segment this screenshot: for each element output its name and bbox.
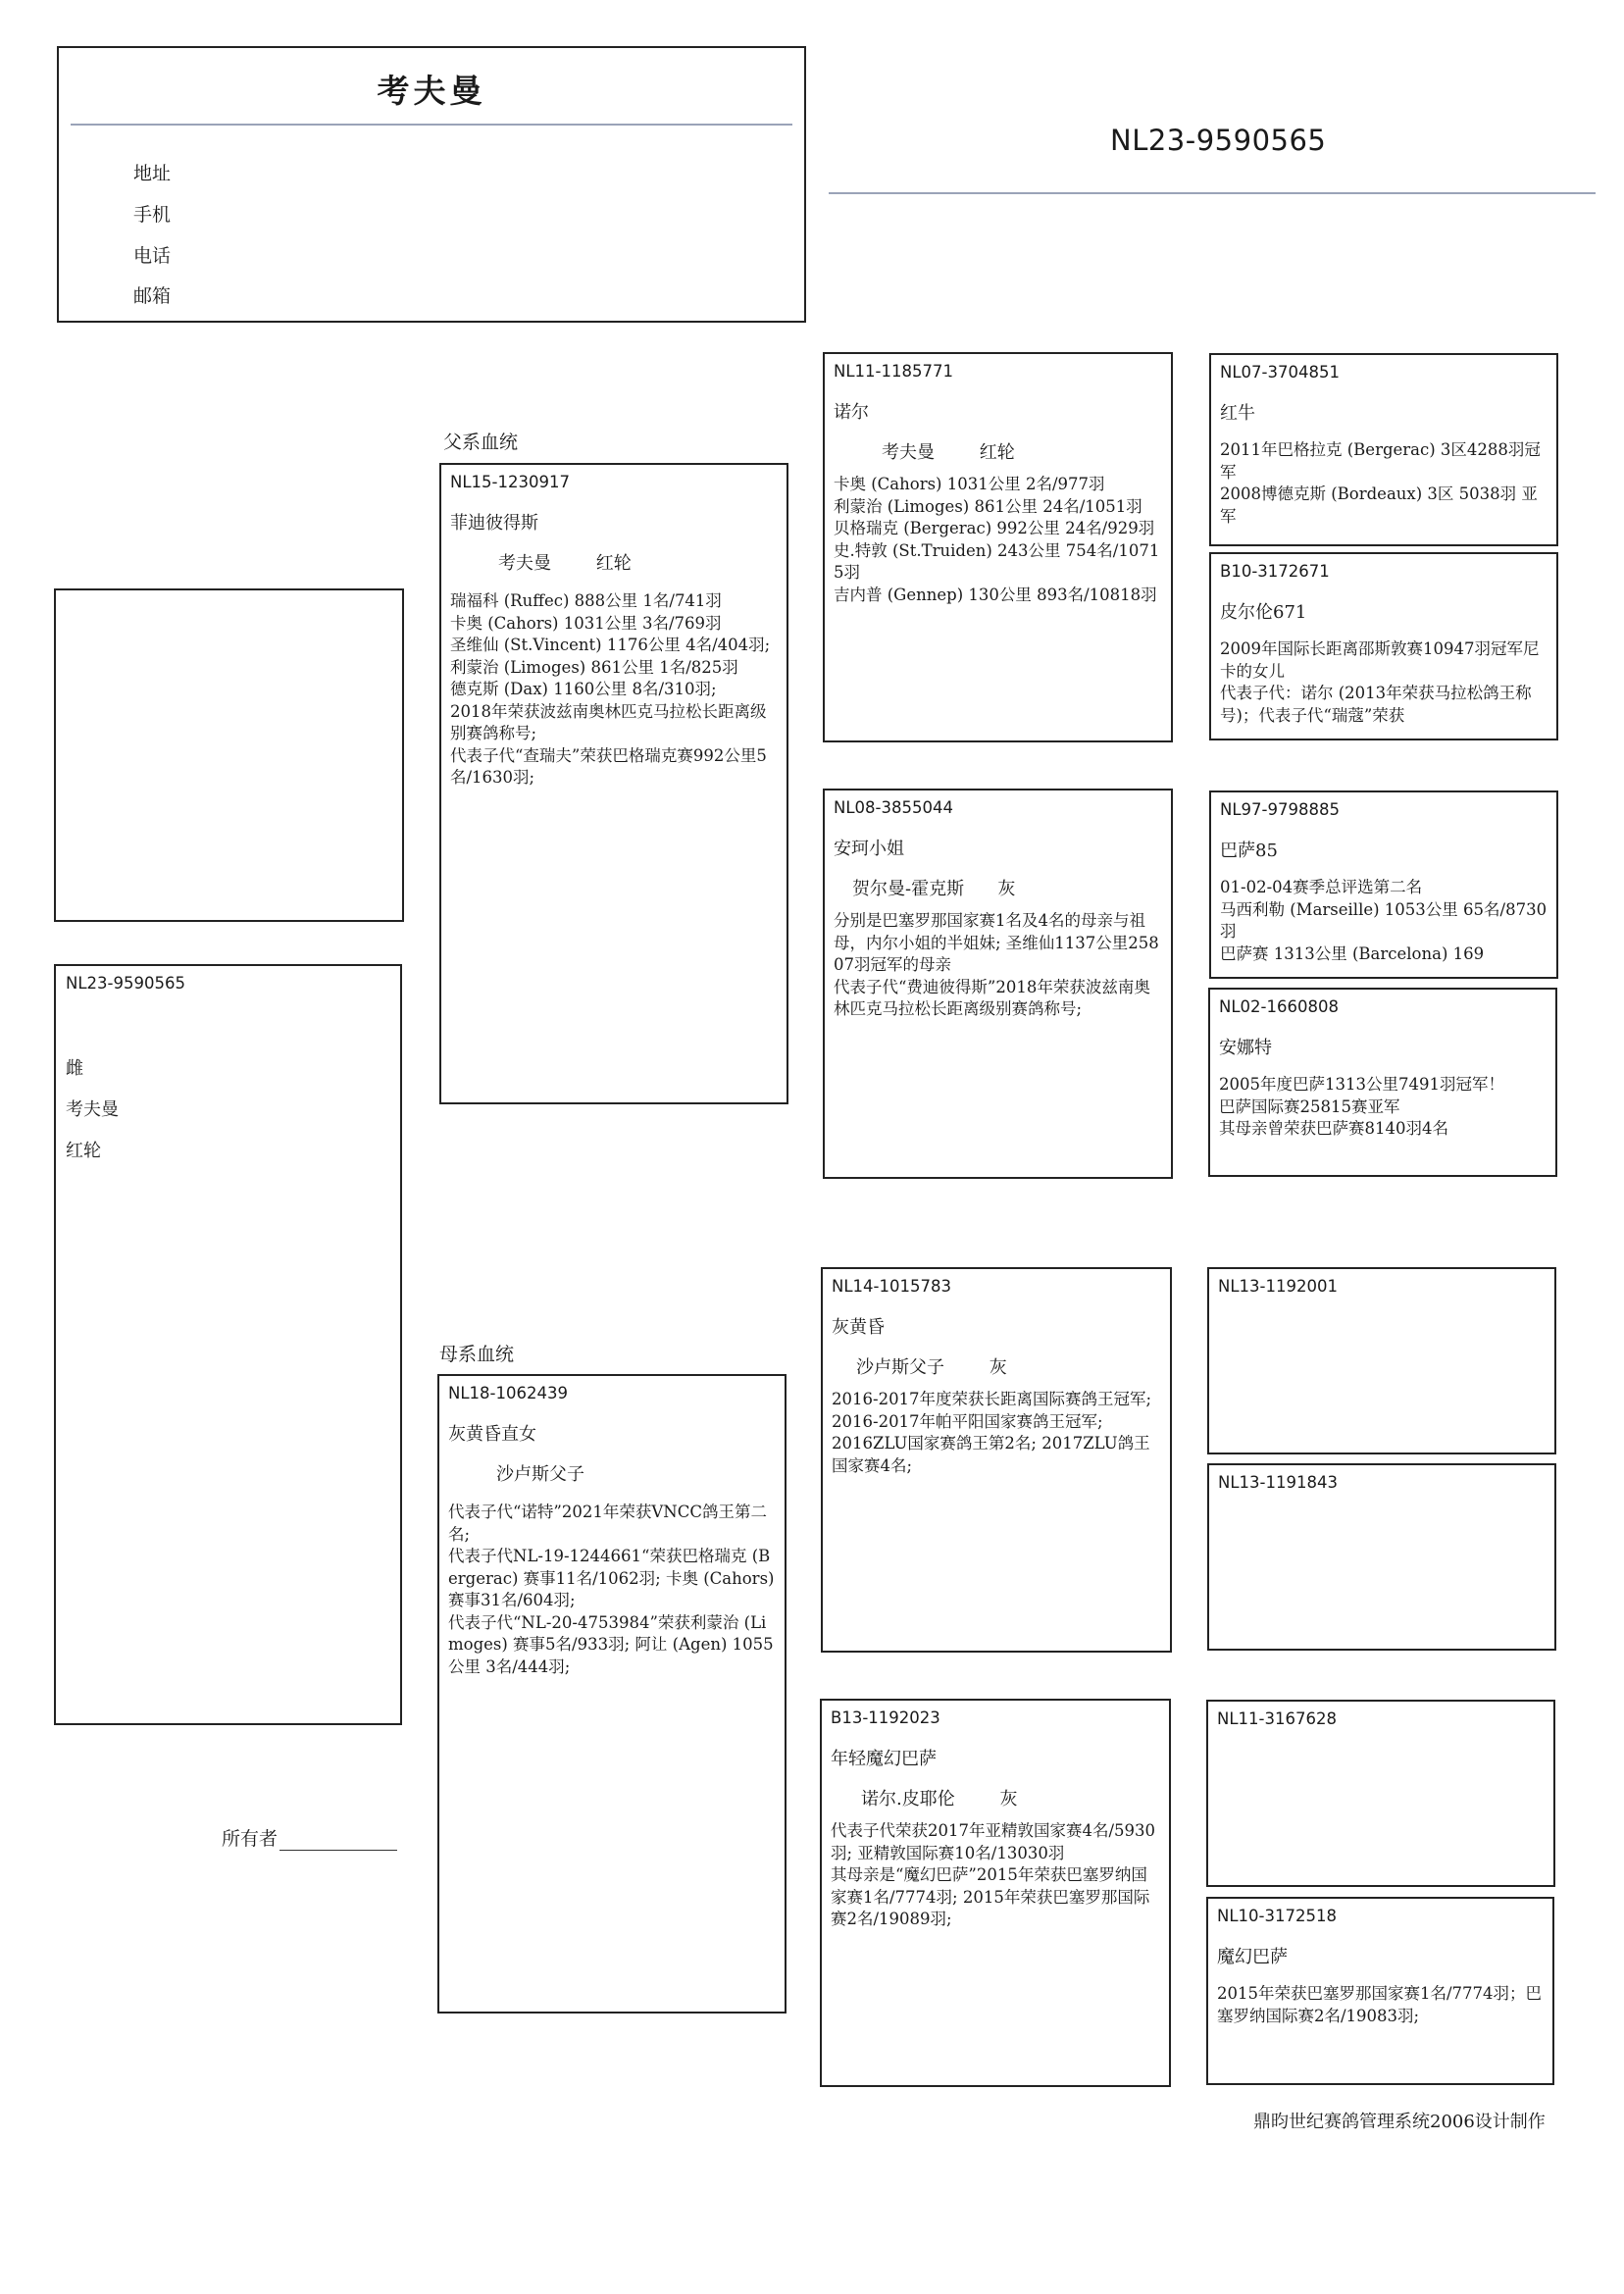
dds-card bbox=[1206, 1700, 1555, 1887]
ssd-name: 皮尔伦671 bbox=[1220, 602, 1307, 623]
sds-card bbox=[1209, 790, 1558, 979]
sire-dam-card bbox=[823, 789, 1173, 1179]
achievement-line: 史.特敦 (St.Truiden) 243公里 754名/10715羽 bbox=[834, 540, 1160, 582]
dss-card bbox=[1207, 1267, 1556, 1454]
achievement-line: 2016-2017年度荣获长距离国际赛鸽王冠军; bbox=[832, 1390, 1152, 1408]
achievement-line: 贝格瑞克 (Bergerac) 992公里 24名/929羽 bbox=[834, 519, 1155, 537]
dam-name: 灰黄昏直女 bbox=[448, 1424, 536, 1445]
achievement-line: 代表子代NL-19-1244661“荣获巴格瑞克 (Bergerac) 赛事11名/1062羽; 卡奥 (Cahors) 赛事31名/604羽; bbox=[448, 1547, 775, 1609]
ddd-card bbox=[1206, 1897, 1554, 2085]
dam-sire-achievements bbox=[832, 1389, 1161, 1477]
achievement-line: 分别是巴塞罗那国家赛1名及4名的母亲与祖母，内尔小姐的半姐妹; 圣维仙1137公里25807羽冠军的母亲 bbox=[834, 911, 1159, 974]
email-label: 邮箱 bbox=[133, 285, 172, 307]
address-label: 地址 bbox=[133, 163, 172, 184]
dam-dam-ring: B13-1192023 bbox=[831, 1708, 940, 1727]
sire-dam-name: 安珂小姐 bbox=[834, 839, 904, 859]
dsd-ring: NL13-1191843 bbox=[1218, 1473, 1338, 1492]
footer-credit: 鼎昀世纪赛鸽管理系统2006设计制作 bbox=[1253, 2112, 1546, 2132]
sss-achievements bbox=[1220, 439, 1548, 528]
header-divider bbox=[71, 124, 792, 126]
dsd-card bbox=[1207, 1463, 1556, 1651]
achievement-line: 其母亲是“魔幻巴萨”2015年荣获巴塞罗纳国家赛1名/7774羽; 2015年荣获巴塞罗那国际赛2名/19089羽; bbox=[831, 1865, 1150, 1928]
achievement-line: 2016ZLU国家赛鸽王第2名; 2017ZLU鸽王国家赛4名; bbox=[832, 1434, 1150, 1475]
ssd-achievements bbox=[1220, 638, 1548, 727]
sire-dam-ring: NL08-3855044 bbox=[834, 798, 953, 817]
owner-name: 考夫曼 bbox=[377, 72, 486, 110]
sire-sire-name: 诺尔 bbox=[834, 402, 869, 423]
achievement-line: 卡奥 (Cahors) 1031公里 2名/977羽 bbox=[834, 475, 1105, 493]
sss-name: 红牛 bbox=[1220, 403, 1255, 424]
dam-card bbox=[437, 1374, 787, 2014]
pigeon-color: 红轮 bbox=[66, 1141, 101, 1161]
sire-ring: NL15-1230917 bbox=[450, 473, 570, 491]
ddd-achievements bbox=[1217, 1983, 1544, 2027]
ssd-card bbox=[1209, 552, 1558, 740]
achievement-line: 巴萨赛 1313公里 (Barcelona) 169 bbox=[1220, 943, 1485, 963]
achievement-line: 马西利勒 (Marseille) 1053公里 65名/8730羽 bbox=[1220, 899, 1548, 941]
sds-name: 巴萨85 bbox=[1220, 841, 1278, 861]
dam-breeder: 沙卢斯父子 bbox=[496, 1464, 584, 1485]
sdd-achievements bbox=[1219, 1074, 1547, 1141]
dam-sire-card bbox=[821, 1267, 1172, 1653]
achievement-line: 卡奥 (Cahors) 1031公里 3名/769羽 bbox=[450, 613, 722, 633]
dam-section-label: 母系血统 bbox=[439, 1344, 515, 1365]
owner-blank bbox=[279, 1830, 397, 1851]
sdd-card bbox=[1208, 988, 1557, 1177]
ring-underline bbox=[829, 192, 1596, 194]
photo-placeholder bbox=[54, 588, 404, 922]
achievement-line: 圣维仙 (St.Vincent) 1176公里 4名/404羽; bbox=[450, 636, 771, 654]
dam-ring: NL18-1062439 bbox=[448, 1384, 568, 1402]
achievement-line: 2011年巴格拉克 (Bergerac) 3区4288羽冠军 bbox=[1220, 440, 1541, 482]
achievement-line: 2008博德克斯 (Bordeaux) 3区 5038羽 亚军 bbox=[1220, 484, 1538, 526]
achievement-line: 2018年荣获波兹南奥林匹克马拉松长距离级别赛鸽称号; bbox=[450, 701, 767, 742]
pigeon-info-box bbox=[54, 964, 402, 1725]
achievement-line: 2016-2017年帕平阳国家赛鸽王冠军; bbox=[832, 1411, 1103, 1431]
achievement-line: 利蒙治 (Limoges) 861公里 1名/825羽 bbox=[450, 657, 738, 677]
dam-dam-name: 年轻魔幻巴萨 bbox=[831, 1749, 937, 1769]
achievement-line: 瑞福科 (Ruffec) 888公里 1名/741羽 bbox=[450, 591, 722, 610]
owner-signature bbox=[222, 1824, 397, 1851]
sire-section-label: 父系血统 bbox=[443, 432, 519, 453]
sire-sire-ring: NL11-1185771 bbox=[834, 362, 953, 381]
pigeon-breeder: 考夫曼 bbox=[66, 1099, 119, 1120]
achievement-line: 吉内普 (Gennep) 130公里 893名/10818羽 bbox=[834, 585, 1157, 604]
sds-achievements bbox=[1220, 877, 1548, 965]
dam-dam-breeder-color: 诺尔.皮耶伦 灰 bbox=[861, 1789, 1018, 1810]
owner-header-box bbox=[57, 46, 806, 323]
achievement-line: 代表子代“NL-20-4753984”荣获利蒙治 (Limoges) 赛事5名/933羽; 阿让 (Agen) 1055公里 3名/444羽; bbox=[448, 1612, 774, 1676]
achievement-line: 代表子代“查瑞夫”荣获巴格瑞克赛992公里5名/1630羽; bbox=[450, 745, 767, 787]
owner-label: 所有者 bbox=[222, 1828, 279, 1850]
dam-sire-breeder-color: 沙卢斯父子 灰 bbox=[856, 1357, 1007, 1378]
achievement-line: 其母亲曾荣获巴萨赛8140羽4名 bbox=[1219, 1119, 1448, 1138]
sds-ring: NL97-9798885 bbox=[1220, 800, 1340, 819]
phone-label: 电话 bbox=[133, 245, 172, 267]
sire-name: 菲迪彼得斯 bbox=[450, 513, 538, 534]
achievement-line: 代表子代荣获2017年亚精敦国家赛4名/5930羽; 亚精敦国际赛10名/13030羽 bbox=[831, 1821, 1156, 1862]
achievement-line: 代表子代“诺特”2021年荣获VNCC鸽王第二名; bbox=[448, 1503, 767, 1544]
sire-sire-breeder-color: 考夫曼 红轮 bbox=[882, 442, 1015, 463]
sire-sire-card bbox=[823, 352, 1173, 742]
pigeon-ring: NL23-9590565 bbox=[66, 974, 185, 993]
sire-card bbox=[439, 463, 788, 1104]
dam-sire-ring: NL14-1015783 bbox=[832, 1277, 951, 1296]
pigeon-sex: 雌 bbox=[66, 1058, 83, 1079]
achievement-line: 代表子代：诺尔 (2013年荣获马拉松鸽王称号)；代表子代“瑞蔻”荣获 bbox=[1220, 684, 1532, 725]
dss-ring: NL13-1192001 bbox=[1218, 1277, 1338, 1296]
sdd-name: 安娜特 bbox=[1219, 1038, 1272, 1058]
ddd-name: 魔幻巴萨 bbox=[1217, 1947, 1288, 1967]
sss-ring: NL07-3704851 bbox=[1220, 363, 1340, 382]
sire-dam-breeder-color: 贺尔曼-霍克斯 灰 bbox=[852, 879, 1016, 899]
dam-dam-card bbox=[820, 1699, 1171, 2087]
achievement-line: 利蒙治 (Limoges) 861公里 24名/1051羽 bbox=[834, 496, 1142, 516]
achievement-line: 01-02-04赛季总评选第二名 bbox=[1220, 878, 1423, 896]
sss-card bbox=[1209, 353, 1558, 546]
sire-dam-achievements bbox=[834, 910, 1162, 1021]
ddd-ring: NL10-3172518 bbox=[1217, 1907, 1337, 1925]
sdd-ring: NL02-1660808 bbox=[1219, 997, 1339, 1016]
achievement-line: 2015年荣获巴塞罗那国家赛1名/7774羽；巴塞罗纳国际赛2名/19083羽; bbox=[1217, 1984, 1543, 2025]
dam-sire-name: 灰黄昏 bbox=[832, 1317, 885, 1338]
dam-achievements bbox=[448, 1502, 776, 1678]
achievement-line: 巴萨国际赛25815赛亚军 bbox=[1219, 1096, 1400, 1116]
achievement-line: 2009年国际长距离邵斯敦赛10947羽冠军尼卡的女儿 bbox=[1220, 639, 1540, 681]
sire-breeder-color: 考夫曼 红轮 bbox=[498, 553, 632, 574]
ssd-ring: B10-3172671 bbox=[1220, 562, 1330, 581]
sire-achievements bbox=[450, 590, 778, 790]
sire-sire-achievements bbox=[834, 474, 1162, 606]
dds-ring: NL11-3167628 bbox=[1217, 1709, 1337, 1728]
achievement-line: 德克斯 (Dax) 1160公里 8名/310羽; bbox=[450, 680, 717, 698]
dam-dam-achievements bbox=[831, 1820, 1160, 1931]
mobile-label: 手机 bbox=[133, 204, 172, 226]
achievement-line: 代表子代“费迪彼得斯”2018年荣获波兹南奥林匹克马拉松长距离级别赛鸽称号; bbox=[834, 977, 1150, 1018]
header-ring-number: NL23-9590565 bbox=[1110, 124, 1327, 157]
achievement-line: 2005年度巴萨1313公里7491羽冠军！ bbox=[1219, 1075, 1504, 1094]
